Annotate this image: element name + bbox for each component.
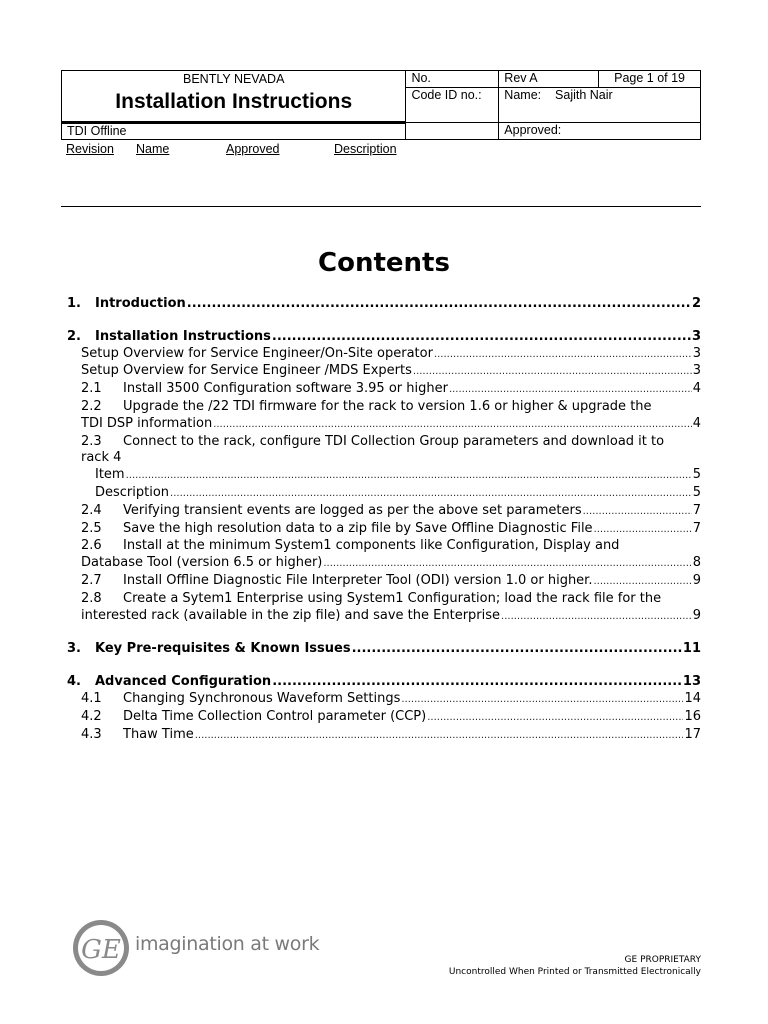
toc-text: Setup Overview for Service Engineer/On-Site operator (81, 345, 433, 361)
toc-page: 5 (692, 467, 701, 483)
toc-entry-2-5[interactable] (67, 521, 701, 539)
toc-page: 7 (692, 502, 701, 518)
toc-text: Thaw Time (123, 726, 194, 742)
toc-page: 4 (692, 415, 701, 431)
name-cell (499, 87, 701, 122)
approved-cell: Approved: (499, 123, 701, 140)
toc-number: 2. (67, 328, 81, 344)
toc-page: 9 (692, 607, 701, 623)
footer (449, 954, 701, 978)
toc-leader (170, 486, 692, 503)
toc-text: Install Offline Diagnostic File Interpreter Tool (ODI) version 1.0 or higher. (123, 572, 593, 588)
toc-spacer (67, 313, 701, 329)
toc-entry-4-1[interactable] (67, 691, 701, 709)
toc-entry-introduction[interactable] (67, 296, 701, 313)
toc-text: Create a Sytem1 Enterprise using System1 Configuration; load the rack file for the (123, 590, 662, 606)
empty-cell (406, 123, 499, 140)
document-header-table (61, 70, 701, 140)
toc-leader (195, 728, 684, 745)
toc-number: 2.7 (81, 572, 102, 588)
toc-text: Verifying transient events are logged as per the above set parameters (123, 502, 582, 518)
toc-text: Install 3500 Configuration software 3.95 or higher (123, 381, 448, 397)
toc-number: 1. (67, 296, 81, 311)
toc-leader (583, 504, 692, 521)
toc-entry-2-7[interactable] (67, 573, 701, 591)
toc-text: Save the high resolution data to a zip file by Save Offline Diagnostic File (123, 520, 593, 536)
document-title: Installation Instructions (115, 90, 353, 113)
toc-entry-advanced-configuration[interactable] (67, 674, 701, 691)
toc-text: Introduction (95, 296, 186, 311)
logo-tagline: imagination at work (135, 933, 320, 955)
toc-leader (352, 641, 682, 658)
toc-entry-2-3-continued[interactable] (67, 450, 701, 467)
toc-page: 13 (682, 674, 701, 690)
toc-number: 2.5 (81, 520, 102, 536)
name-label: Name: (504, 87, 542, 102)
toc-entry-setup-overview-operator[interactable] (67, 346, 701, 364)
code-id-label: Code ID no.: (406, 87, 499, 122)
toc-leader (272, 329, 691, 346)
toc-page: 7 (692, 520, 701, 536)
toc-leader (401, 692, 683, 709)
toc-entry-4-2[interactable] (67, 709, 701, 727)
toc-entry-2-3[interactable] (67, 434, 701, 451)
toc-number: 3. (67, 641, 81, 657)
toc-leader (323, 556, 691, 573)
toc-entry-key-prerequisites[interactable] (67, 641, 701, 658)
title-cell (62, 71, 406, 123)
toc-number: 2.1 (81, 381, 102, 397)
revision-column-header: Revision (66, 142, 114, 156)
no-label: No. (406, 71, 499, 88)
approved-column-header: Approved (226, 142, 280, 156)
toc-text: Advanced Configuration (95, 674, 272, 690)
toc-number: 4. (67, 674, 81, 690)
toc-page: 3 (692, 363, 701, 379)
horizontal-rule (61, 206, 701, 207)
toc-text: Connect to the rack, configure TDI Collection Group parameters and download it to (123, 433, 665, 449)
toc-text: Item (95, 467, 125, 483)
toc-text: Installation Instructions (95, 328, 271, 344)
toc-leader (449, 382, 692, 399)
contents-heading: Contents (318, 248, 450, 278)
toc-text: Install at the minimum System1 components like Configuration, Display and (123, 538, 620, 554)
toc-text: Key Pre-requisites & Known Issues (95, 641, 351, 657)
toc-leader (126, 468, 692, 485)
toc-number: 2.4 (81, 502, 102, 518)
toc-entry-setup-overview-experts[interactable] (67, 363, 701, 381)
toc-entry-installation-instructions[interactable] (67, 329, 701, 346)
toc-leader (427, 710, 683, 727)
toc-text: Database Tool (version 6.5 or higher) (81, 555, 323, 571)
name-column-header: Name (136, 142, 170, 156)
uncontrolled-notice: Uncontrolled When Printed or Transmitted Electronically (448, 967, 701, 977)
toc-entry-2-8[interactable] (67, 591, 701, 608)
toc-page: 8 (692, 555, 701, 571)
toc-number: 4.2 (81, 708, 102, 724)
toc-entry-2-8-continued[interactable] (67, 608, 701, 626)
toc-leader (213, 417, 692, 434)
svg-text:GE: GE (81, 935, 121, 965)
toc-spacer (67, 625, 701, 641)
toc-number: 4.1 (81, 690, 102, 706)
toc-page: 17 (684, 726, 701, 742)
toc-text: Delta Time Collection Control parameter (CCP) (123, 708, 427, 724)
toc-page: 16 (684, 708, 701, 724)
toc-number: 2.3 (81, 433, 102, 449)
toc-entry-2-2-continued[interactable] (67, 416, 701, 434)
toc-page: 3 (692, 345, 701, 361)
toc-entry-item[interactable] (67, 467, 701, 485)
toc-page: 4 (692, 381, 701, 397)
toc-entry-description[interactable] (67, 485, 701, 503)
toc-leader (594, 522, 692, 539)
toc-text: rack 4 (81, 450, 122, 466)
toc-entry-2-6-continued[interactable] (67, 555, 701, 573)
toc-entry-4-3[interactable] (67, 727, 701, 745)
toc-page: 14 (684, 690, 701, 706)
toc-number: 4.3 (81, 726, 102, 742)
toc-leader (434, 347, 692, 364)
toc-entry-2-2[interactable] (67, 399, 701, 416)
toc-number: 2.8 (81, 590, 102, 606)
toc-entry-2-4[interactable] (67, 503, 701, 521)
toc-page: 11 (682, 641, 701, 657)
toc-text: Description (95, 484, 170, 500)
description-column-header: Description (334, 142, 397, 156)
toc-page: 2 (691, 296, 701, 311)
company-name: BENTLY NEVADA (183, 72, 285, 86)
proprietary-notice: GE PROPRIETARY (624, 955, 701, 965)
name-value: Sajith Nair (555, 87, 613, 102)
toc-text: interested rack (available in the zip file) and save the Enterprise (81, 607, 501, 623)
toc-page: 3 (691, 328, 701, 344)
toc-entry-2-1[interactable] (67, 381, 701, 399)
toc-page: 5 (692, 484, 701, 500)
toc-number: 2.6 (81, 538, 102, 554)
toc-page: 9 (692, 572, 701, 588)
toc-entry-2-6[interactable] (67, 538, 701, 555)
table-of-contents (67, 296, 701, 744)
toc-number: 2.2 (81, 398, 102, 414)
toc-text: Setup Overview for Service Engineer /MDS Experts (81, 363, 412, 379)
toc-spacer (67, 658, 701, 674)
toc-text: TDI DSP information (81, 415, 213, 431)
toc-leader (272, 674, 682, 691)
subject-cell: TDI Offline (62, 123, 406, 140)
toc-leader (187, 296, 691, 313)
page-count: Page 1 of 19 (599, 71, 701, 88)
revision-cell: Rev A (499, 71, 599, 88)
toc-leader (501, 609, 692, 626)
toc-leader (593, 574, 691, 591)
toc-text: Changing Synchronous Waveform Settings (123, 690, 401, 706)
toc-leader (413, 364, 692, 381)
toc-text: Upgrade the /22 TDI firmware for the rack to version 1.6 or higher & upgrade the (123, 398, 652, 414)
